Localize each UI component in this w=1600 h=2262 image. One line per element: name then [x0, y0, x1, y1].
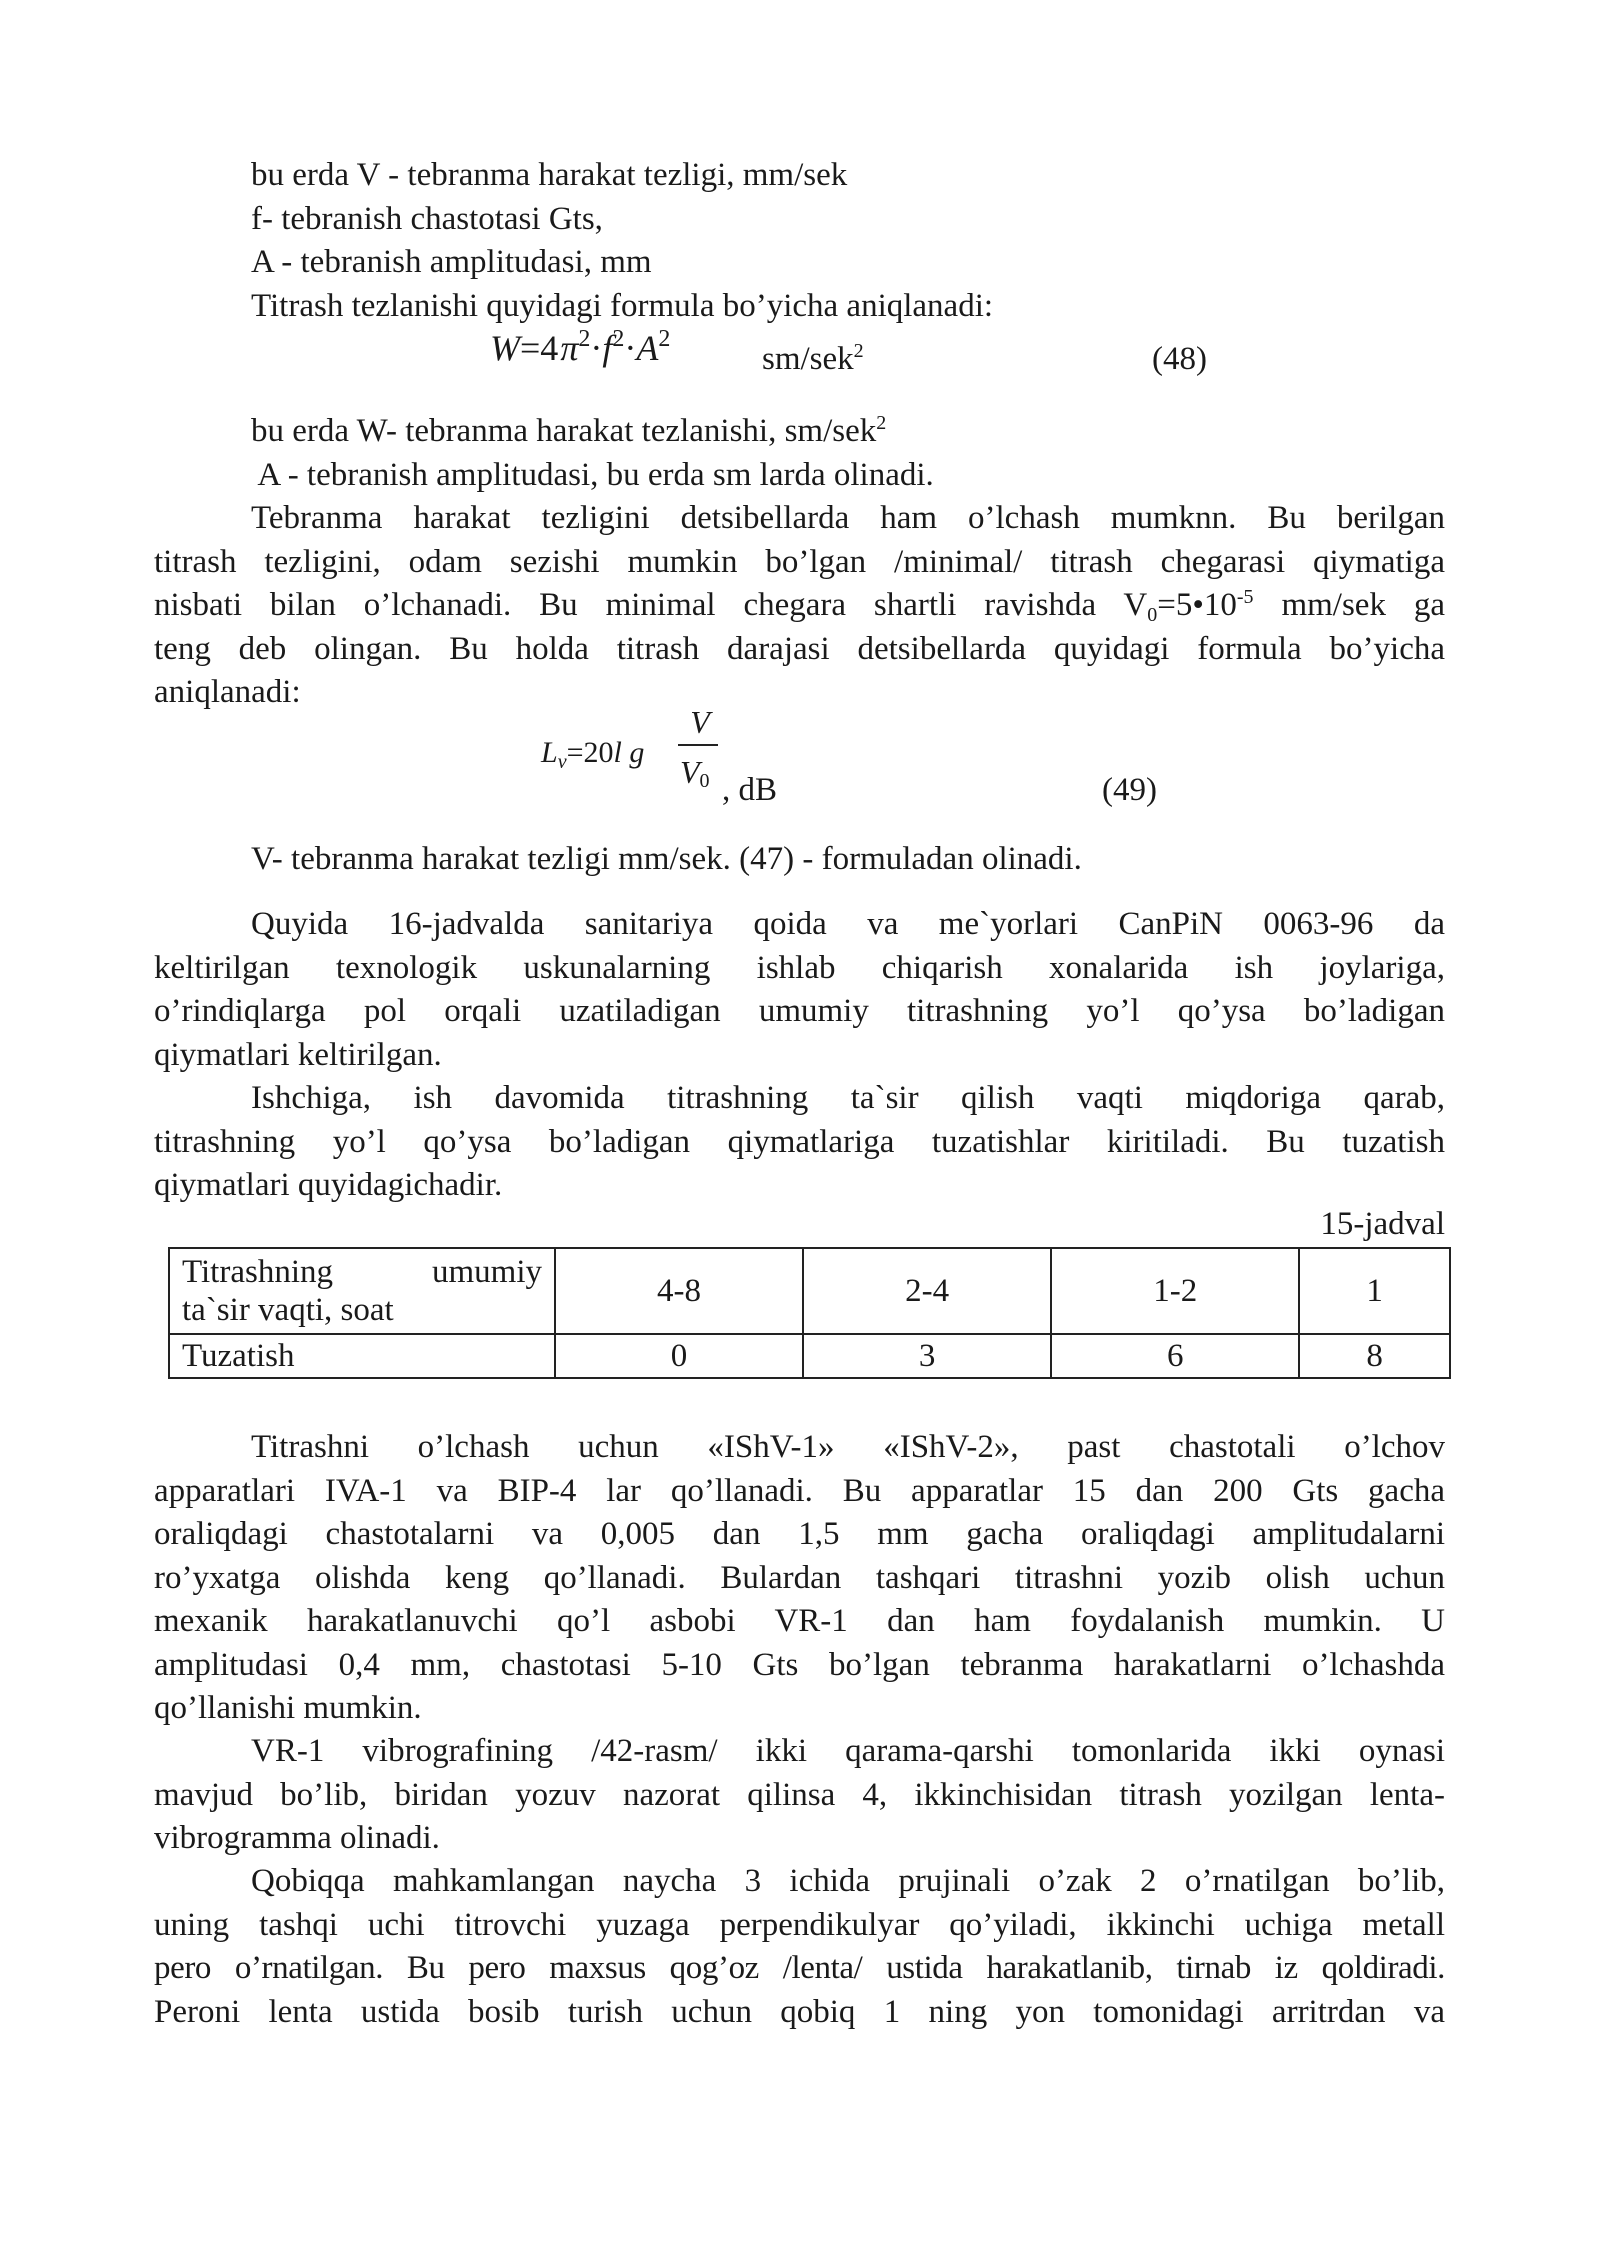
- text-line: titrash tezligini, odam sezishi mumkin bo’lgan /minimal/ titrash chegarasi qiymatiga: [154, 543, 1445, 580]
- paragraph-case: [154, 1860, 1445, 2034]
- formula-symbol: L: [541, 736, 558, 769]
- text-line: ro’yxatga olishda keng qo’llanadi. Bulardan tashqari titrashni yozib olish uchun: [154, 1559, 1445, 1596]
- formula-48-explanation: [154, 410, 1445, 497]
- formula-symbol: f: [602, 328, 613, 368]
- paragraph-decibel: [154, 497, 1445, 715]
- formula-symbol: V: [680, 754, 700, 790]
- formula-subscript: 0: [699, 770, 710, 792]
- table-cell: 0: [555, 1334, 803, 1378]
- text-line: Quyida 16-jadvalda sanitariya qoida va me`yorlari CanPiN 0063-96 da: [251, 906, 1445, 942]
- text-exponent: -5: [1236, 586, 1254, 608]
- text-line: [154, 584, 1445, 628]
- text-line: qiymatlari quyidagichadir.: [154, 1167, 503, 1203]
- formula-48-expression: [490, 327, 670, 369]
- table-row: [169, 1334, 1450, 1378]
- text-line: aniqlanadi:: [154, 674, 301, 710]
- formula-49-numerator: V: [690, 704, 710, 740]
- text-span: =5•10: [1157, 587, 1237, 623]
- text-line: Ishchiga, ish davomida titrashning ta`sir qilish vaqti miqdoriga qarab,: [251, 1080, 1445, 1116]
- text-line: apparatlari IVA-1 va BIP-4 lar qo’llanadi. Bu apparatlar 15 dan 200 Gts gacha: [154, 1472, 1445, 1509]
- formula-symbol: l g: [613, 736, 645, 769]
- formula-49-explanation: [154, 838, 1445, 882]
- text-span: bu erda W- tebranma harakat tezlanishi, sm/sek: [251, 413, 877, 449]
- text-line: f- tebranish chastotasi Gts,: [251, 200, 603, 237]
- formula-symbol: =4: [520, 328, 559, 368]
- text-span: mm/sek ga: [1253, 587, 1445, 623]
- text-subscript: 0: [1147, 604, 1158, 626]
- text-line: bu erda V - tebranma harakat tezligi, mm/sek: [251, 157, 848, 193]
- text-line: A - tebranish amplitudasi, bu erda sm larda olinadi.: [251, 456, 934, 493]
- table-row: [169, 1248, 1450, 1334]
- paragraph-worker: [154, 1077, 1445, 1208]
- text-line: pero o’rnatilgan. Bu pero maxsus qog’oz /lenta/ ustida harakatlanib, tirnab iz qoldiradi.: [154, 1950, 1445, 1986]
- paragraph-devices: [154, 1426, 1445, 1731]
- table-cell: 8: [1299, 1334, 1450, 1378]
- fraction-bar: [678, 744, 718, 746]
- table-cell: 6: [1051, 1334, 1299, 1378]
- table-row-header: Tuzatish: [169, 1334, 555, 1378]
- text-line: Titrash tezlanishi quyidagi formula bo’yicha aniqlanadi:: [251, 287, 994, 324]
- formula-48-number: (48): [1152, 341, 1207, 377]
- formula-49: [0, 704, 1600, 820]
- formula-49-number: (49): [1102, 772, 1157, 808]
- correction-table: [168, 1247, 1451, 1379]
- text-line: teng deb olingan. Bu holda titrash darajasi detsibellarda quyidagi formula bo’yicha: [154, 630, 1445, 667]
- text-line: Peroni lenta ustida bosib turish uchun qobiq 1 ning yon tomonidagi arritrdan va: [154, 1993, 1445, 2030]
- text-line: VR-1 vibrografining /42-rasm/ ikki qarama-qarshi tomonlarida ikki oynasi: [251, 1733, 1445, 1769]
- formula-symbol: ·: [624, 328, 637, 368]
- table-cell: 3: [803, 1334, 1051, 1378]
- formula-48: [0, 327, 1600, 387]
- text-line: qo’llanishi mumkin.: [154, 1690, 422, 1726]
- formula-symbol: ·: [590, 328, 603, 368]
- text-line: oraliqdagi chastotalarni va 0,005 dan 1,5 mm gacha oraliqdagi amplitudalarni: [154, 1516, 1445, 1552]
- text-line: o’rindiqlarga pol orqali uzatiladigan umumiy titrashning yo’l qo’ysa bo’ladigan: [154, 993, 1445, 1029]
- text-line: uning tashqi uchi titrovchi yuzaga perpendikulyar qo’yiladi, ikkinchi uchiga metall: [154, 1906, 1445, 1943]
- text-line: Qobiqqa mahkamlangan naycha 3 ichida prujinali o’zak 2 o’rnatilgan bo’lib,: [251, 1863, 1445, 1899]
- table-row-header: [169, 1248, 555, 1334]
- paragraph-vr1: [154, 1730, 1445, 1861]
- text-line: amplitudasi 0,4 mm, chastotasi 5-10 Gts bo’lgan tebranma harakatlarni o’lchashda: [154, 1646, 1445, 1683]
- formula-symbol: W: [490, 328, 520, 368]
- text-line: titrashning yo’l qo’ysa bo’ladigan qiymatlariga tuzatishlar kiritiladi. Bu tuzatish: [154, 1123, 1445, 1160]
- formula-symbol: π: [560, 328, 579, 368]
- paragraph-sanpin: [154, 903, 1445, 1077]
- table-cell: 1-2: [1051, 1248, 1299, 1334]
- text-line: Titrashni o’lchash uchun «IShV-1» «IShV-2», past chastotali o’lchov: [251, 1429, 1445, 1465]
- text-span: nisbati bilan o’lchanadi. Bu minimal chegara shartli ravishda V: [154, 587, 1148, 623]
- row-header-line: Titrashning umumiy: [182, 1254, 542, 1290]
- formula-49-lhs: [541, 736, 645, 773]
- unit-exponent: 2: [853, 340, 864, 362]
- formula-49-denominator: [680, 754, 710, 791]
- formula-symbol: A: [636, 328, 659, 368]
- text-exponent: 2: [876, 412, 887, 434]
- row-header-line: ta`sir vaqti, soat: [182, 1292, 394, 1328]
- formula-symbol: =20: [566, 736, 614, 769]
- definitions-block: [154, 154, 1445, 328]
- table-label: 15-jadval: [1320, 1206, 1445, 1242]
- formula-exponent: 2: [578, 326, 591, 352]
- text-line: Tebranma harakat tezligini detsibellarda ham o’lchash mumknn. Bu berilgan: [251, 500, 1445, 536]
- text-line: keltirilgan texnologik uskunalarning ishlab chiqarish xonalarida ish joylariga,: [154, 949, 1445, 986]
- formula-subscript: v: [557, 751, 567, 773]
- unit-text: sm/sek: [762, 341, 854, 377]
- formula-48-unit: [762, 341, 864, 378]
- table-cell: 1: [1299, 1248, 1450, 1334]
- text-line: A - tebranish amplitudasi, mm: [251, 244, 652, 280]
- table-cell: 2-4: [803, 1248, 1051, 1334]
- formula-49-unit: , dB: [722, 772, 778, 808]
- text-line: [154, 410, 1445, 454]
- table-cell: 4-8: [555, 1248, 803, 1334]
- text-line: V- tebranma harakat tezligi mm/sek. (47) - formuladan olinadi.: [251, 841, 1082, 877]
- text-line: mexanik harakatlanuvchi qo’l asbobi VR-1 dan ham foydalanish mumkin. U: [154, 1603, 1445, 1639]
- text-line: mavjud bo’lib, biridan yozuv nazorat qilinsa 4, ikkinchisidan titrash yozilgan lenta-: [154, 1776, 1445, 1813]
- text-line: vibrogramma olinadi.: [154, 1820, 440, 1856]
- text-line: qiymatlari keltirilgan.: [154, 1036, 442, 1073]
- formula-exponent: 2: [612, 326, 625, 352]
- formula-exponent: 2: [658, 326, 671, 352]
